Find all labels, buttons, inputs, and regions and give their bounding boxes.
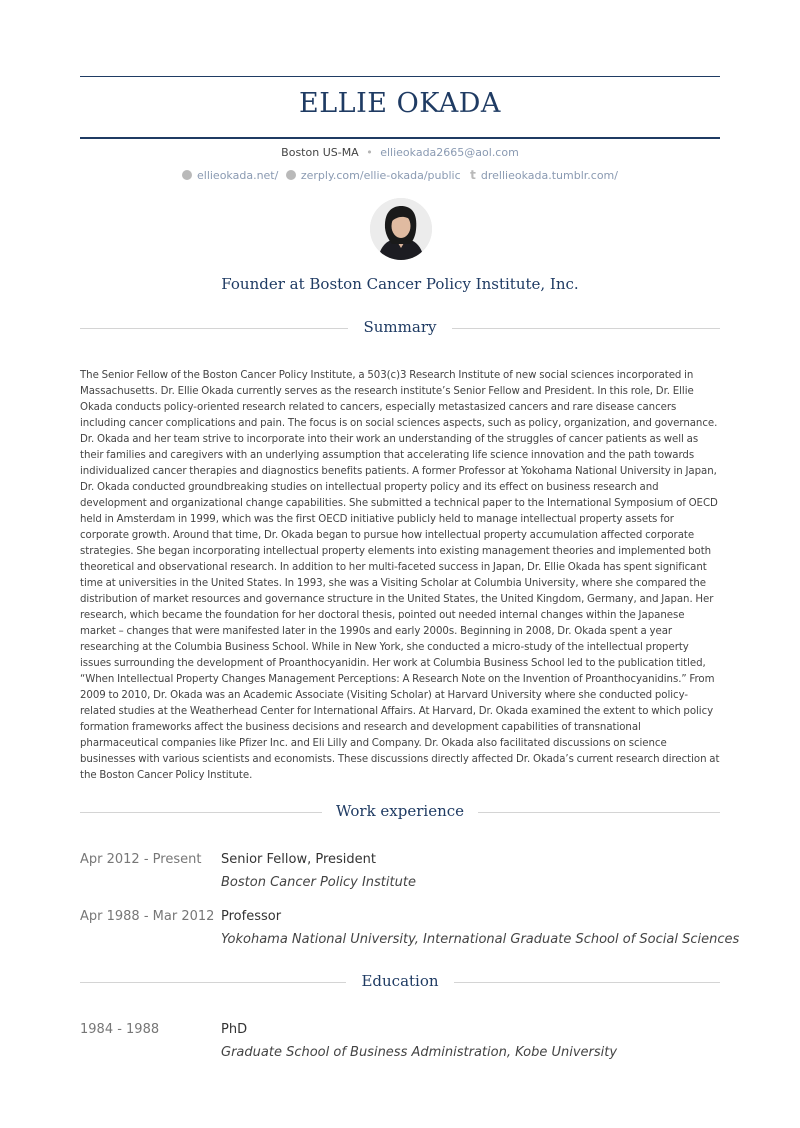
work-role: Senior Fellow, President bbox=[221, 852, 377, 867]
work-organization: Boston Cancer Policy Institute bbox=[221, 875, 416, 890]
avatar bbox=[370, 198, 432, 260]
education-section-header bbox=[80, 972, 720, 992]
headline: Founder at Boston Cancer Policy Institute, Inc. bbox=[221, 275, 579, 293]
email-link[interactable]: ellieokada2665@aol.com bbox=[380, 146, 519, 159]
tumblr-link[interactable]: drellieokada.tumblr.com/ bbox=[480, 169, 618, 182]
zerply-link[interactable]: zerply.com/ellie-okada/public bbox=[300, 169, 461, 182]
work-dates: Apr 2012 - Present bbox=[80, 852, 202, 867]
location: Boston US-MA bbox=[281, 146, 359, 159]
person-name: ELLIE OKADA bbox=[299, 88, 501, 119]
divider-right bbox=[452, 328, 720, 329]
contact-line-primary bbox=[80, 146, 720, 159]
work-section-header bbox=[80, 802, 720, 822]
avatar-portrait bbox=[370, 198, 432, 260]
top-rule bbox=[80, 76, 720, 77]
education-school: Graduate School of Business Administration, Kobe University bbox=[221, 1045, 618, 1060]
education-title: Education bbox=[361, 972, 439, 990]
website-link[interactable]: ellieokada.net/ bbox=[197, 169, 279, 182]
work-title: Work experience bbox=[335, 802, 465, 820]
resume-page bbox=[80, 0, 740, 1128]
summary-text: The Senior Fellow of the Boston Cancer Policy Institute, a 503(c)3 Research Institute of new social sciences incorporated in Massachusetts. Dr. Ellie Okada currently serves as the research institute’s Senior Fellow and President. In this role, Dr. Ellie Okada conducts policy-oriented research related to cancers, especially metastasized cancers and rare disease cancers including cancer complications and pain. The focus is on social sciences aspects, such as policy, organization, and governance. Dr. Okada and her team strive to incorporate into their work an understanding of the struggles of cancer patients as well as their families and caregivers with an underlying assumption that accelerating life science innovation and the path towards individualized cancer therapies and diagnostics benefits patients. A former Professor at Yokohama National University in Japan, Dr. Okada conducted groundbreaking studies on intellectual property policy and its effect on business research and development and organizational change capabilities. She submitted a technical paper to the International Symposium of OECD held in Amsterdam in 1999, which was the first OECD initiative publicly held to manage intellectual property assets for corporate growth. Around that time, Dr. Okada began to pursue how intellectual property accumulation affected corporate strategies. She began incorporating intellectual property elements into existing management theories and implemented both theoretical and observational research. In addition to her multi-faceted success in Japan, Dr. Ellie Okada has spent significant time at universities in the United States. In 1993, she was a Visiting Scholar at Columbia University, where she compared the distribution of market resources and governance structure in the United States, the United Kingdom, Germany, and Japan. Her research, which became the foundation for her doctoral thesis, pointed out needed internal changes within the Japanese market – changes that were manifested later in the 1990s and early 2000s. Beginning in 2008, Dr. Okada spent a year researching at the Columbia Business School. While in New York, she conducted a micro-study of the intellectual property issues surrounding the development of Proanthocyanidin. Her work at Columbia Business School led to the publication titled, “When Intellectual Property Changes Management Perceptions: A Research Note on the Invention of Proanthocyanidins.” From 2009 to 2010, Dr. Okada was an Academic Associate (Visiting Scholar) at Harvard University where she conducted policy-related studies at the Weatherhead Center for International Affairs. At Harvard, Dr. Okada examined the extent to which policy formation frameworks affect the business decisions and research and development capabilities of transnational pharmaceutical companies like Pfizer Inc. and Eli Lilly and Company. Dr. Okada also facilitated discussions on science businesses with various scientists and economists. These discussions directly affected Dr. Okada’s current research direction at the Boston Cancer Policy Institute. bbox=[80, 370, 720, 781]
education-degree: PhD bbox=[221, 1022, 248, 1037]
name-underline bbox=[80, 137, 720, 139]
summary-title: Summary bbox=[363, 318, 437, 336]
work-organization: Yokohama National University, International Graduate School of Social Sciences bbox=[221, 932, 740, 947]
contact-line-links bbox=[80, 168, 720, 182]
tumblr-icon: t bbox=[470, 168, 476, 182]
globe-icon bbox=[286, 170, 296, 180]
education-dates: 1984 - 1988 bbox=[80, 1022, 160, 1037]
work-dates: Apr 1988 - Mar 2012 bbox=[80, 909, 215, 924]
work-role: Professor bbox=[221, 909, 282, 924]
globe-icon bbox=[182, 170, 192, 180]
divider-right bbox=[478, 812, 720, 813]
separator-dot: • bbox=[366, 146, 373, 159]
summary-section-header bbox=[80, 318, 720, 338]
divider-right bbox=[454, 982, 720, 983]
